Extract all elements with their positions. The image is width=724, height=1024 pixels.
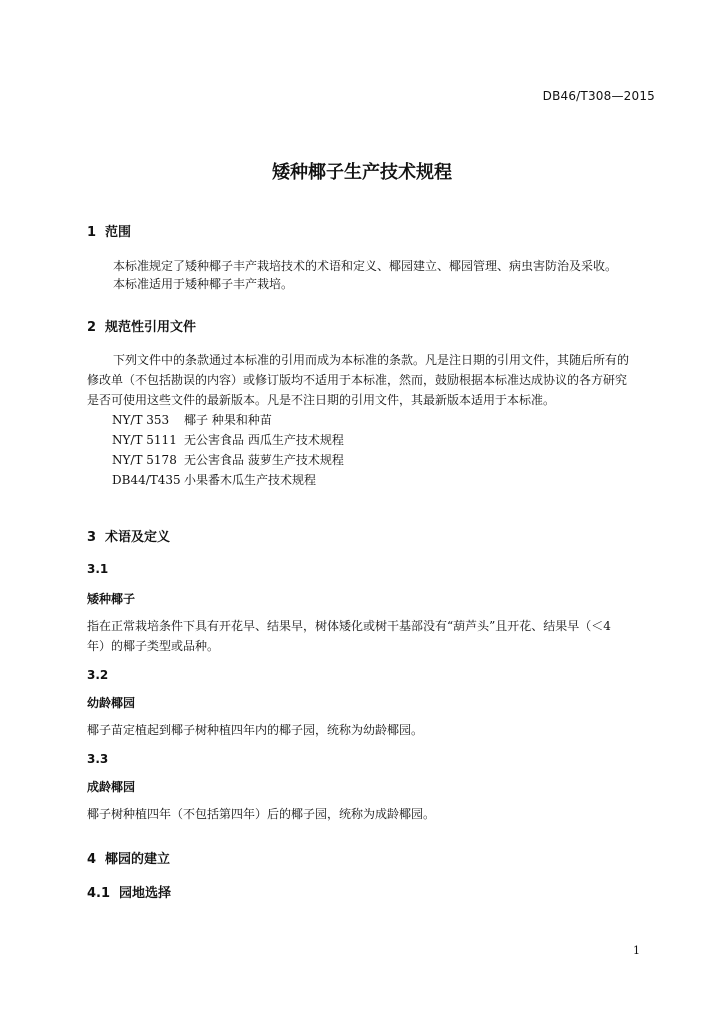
reference-title: 椰子 种果和种苗 xyxy=(184,413,272,427)
reference-title: 无公害食品 西瓜生产技术规程 xyxy=(184,433,344,447)
term-number: 3.3 xyxy=(87,752,109,766)
section-title: 椰园的建立 xyxy=(105,852,171,867)
term-definition-line-1: 椰子苗定植起到椰子树种植四年内的椰子园，统称为幼龄椰园。 xyxy=(87,723,424,737)
reference-code: NY/T 5178 xyxy=(112,453,177,467)
section-number: 2 xyxy=(87,320,97,335)
section-2-heading xyxy=(87,316,196,335)
section-number: 1 xyxy=(87,225,97,240)
term-definition-line-1: 椰子树种植四年（不包括第四年）后的椰子园，统称为成龄椰园。 xyxy=(87,807,436,821)
section-4-heading xyxy=(87,848,170,867)
section-1-heading xyxy=(87,221,131,240)
section-3-heading xyxy=(87,526,170,545)
reference-item xyxy=(112,411,272,428)
section-title: 范围 xyxy=(105,225,132,240)
term-definition-line-1: 指在正常栽培条件下具有开花早、结果早，树体矮化或树干基部没有“葫芦头”且开花、结果早（＜4 xyxy=(87,619,611,633)
term-definition-line-2: 年）的椰子类型或品种。 xyxy=(87,639,220,653)
reference-code: DB44/T435 xyxy=(112,473,181,487)
term-number: 3.1 xyxy=(87,562,109,576)
section-2-para-line-3: 是否可使用这些文件的最新版本。凡是不注日期的引用文件，其最新版本适用于本标准。 xyxy=(87,393,556,407)
reference-item xyxy=(112,451,344,468)
section-1-para-2: 本标准适用于矮种椰子丰产栽培。 xyxy=(113,277,294,291)
section-1-para-1: 本标准规定了矮种椰子丰产栽培技术的术语和定义、椰园建立、椰园管理、病虫害防治及采收。 xyxy=(113,259,618,273)
reference-item xyxy=(112,431,344,448)
page-number: 1 xyxy=(633,944,640,957)
section-2-para-line-2: 修改单（不包括勘误的内容）或修订版均不适用于本标准，然而，鼓励根据本标准达成协议的各方研究 xyxy=(87,373,628,387)
section-4-1-heading xyxy=(87,882,171,901)
reference-item xyxy=(112,471,316,488)
reference-code: NY/T 5111 xyxy=(112,433,177,447)
section-number: 3 xyxy=(87,530,97,545)
term-name: 矮种椰子 xyxy=(87,592,136,606)
reference-title: 无公害食品 菠萝生产技术规程 xyxy=(184,453,344,467)
section-number: 4 xyxy=(87,852,97,867)
term-name: 幼龄椰园 xyxy=(87,696,136,710)
section-title: 规范性引用文件 xyxy=(105,320,197,335)
document-title: 矮种椰子生产技术规程 xyxy=(272,162,452,183)
section-title: 术语及定义 xyxy=(105,530,171,545)
reference-title: 小果番木瓜生产技术规程 xyxy=(184,473,317,487)
standard-code: DB46/T308—2015 xyxy=(542,89,655,103)
term-name: 成龄椰园 xyxy=(87,780,136,794)
subsection-title: 园地选择 xyxy=(119,886,172,901)
subsection-number: 4.1 xyxy=(87,886,111,901)
term-number: 3.2 xyxy=(87,668,109,682)
section-2-para-line-1: 下列文件中的条款通过本标准的引用而成为本标准的条款。凡是注日期的引用文件，其随后所有的 xyxy=(113,353,630,367)
reference-code: NY/T 353 xyxy=(112,413,170,427)
